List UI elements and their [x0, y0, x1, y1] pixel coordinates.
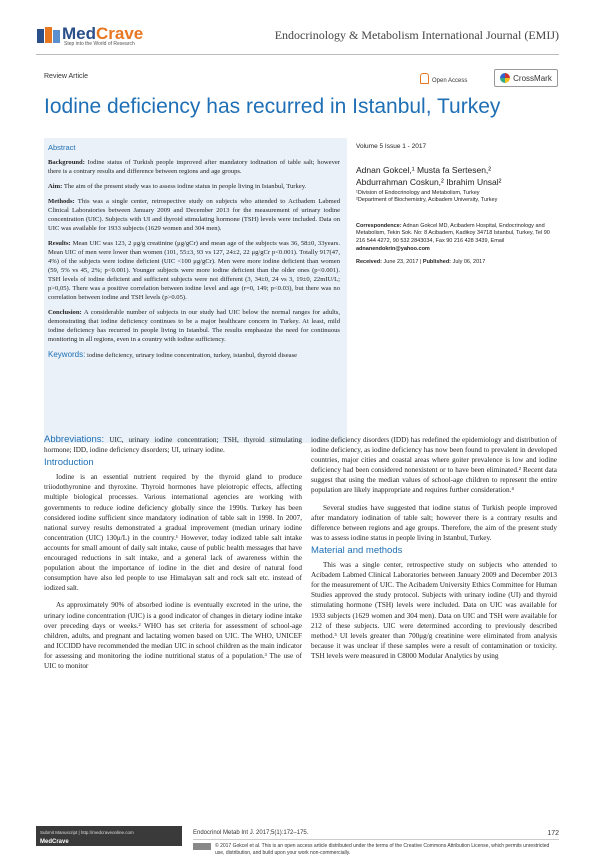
abstract-methods: Methods: This was a single center, retrospective study on subjects who attended to Acibadem Labmed Clinical Laboratories between January 2009 and December 2013 for the measurement of urinary iodine concentration (UIC). Subjects with UI and thyroid stimulating hormone (TSH) levels were included. Data on UIC was available for 1933 subjects (1629 women and 304 men). [48, 198, 341, 232]
article-info-sidebar [356, 143, 556, 267]
journal-name: Endocrinology & Metabolism International Journal (EMIJ) [274, 28, 559, 42]
abstract-content [48, 143, 340, 366]
header-divider [36, 54, 559, 55]
abstract-background: Background: Iodine status of Turkish people improved after mandatory iodination of table salt; however there is a contrary results and difference between regions and age groups. [48, 159, 340, 175]
affiliation-2: ²Department of Biochemistry, Acibadem University, Turkey [356, 197, 498, 204]
article-type: Review Article [44, 73, 88, 80]
creative-commons-icon[interactable] [193, 843, 211, 850]
correspondence: Correspondence: Adnan Gokcel MD, Acibadem Hospital, Endocrinology and Metabolism, Tekin Sok. No: 8 Acibadem, Kadikoy 34718 Istanbul, Turkey, Tel 90 216 544 4272, 90 532 2843034, Fax 90 216 428 3439, Email adnanendokrin@yahoo.com [356, 222, 550, 252]
volume-issue: Volume 5 Issue 1 - 2017 [356, 143, 427, 150]
citation: Endocrinol Metab Int J. 2017;5(1):172–175. [193, 830, 309, 836]
body-left-column [44, 435, 302, 671]
body-right-column [311, 435, 557, 661]
abbreviations: Abbreviations: UIC, urinary iodine concentration; TSH, thyroid stimulating hormone; IDD, iodine deficiency disorders; UI, urinary iodine. [44, 434, 302, 455]
correspondence-email[interactable]: adnanendokrin@yahoo.com [356, 245, 430, 252]
open-access-badge[interactable]: Open Access [420, 73, 467, 84]
authors-line-2: Abdurrahman Coskun,² Ibrahim Unsal² [356, 177, 502, 188]
right-paragraph-2: Several studies have suggested that iodine status of Turkish people improved after mandatory iodination of table salt; however there is a contrary results and difference between regions and age groups. Therefore, the aim of the present study was to assess iodine status in people living in Istanbul, Turkey. [311, 503, 557, 542]
page-number: 172 [547, 830, 559, 837]
right-paragraph-1: iodine deficiency disorders (IDD) has redefined the epidemiology and distribution of iodine deficiency, as iodine deficiency has now been found to prevalent in developed countries, major cities and coastal areas where goiter prevalence is low and iodine deficiency had been considered nonexistent or to have been eliminated.² Recent data suggest that using the median values of school-age children to represent the entire population are likely inappropriate and requires further consideration.⁴ [311, 436, 557, 495]
authors-line-1: Adnan Gokcel,¹ Musta fa Sertesen,² [356, 164, 492, 175]
abstract-keywords: Keywords: iodine deficiency, urinary iodine concentration, turkey, istanbul, thyroid disease [48, 350, 298, 359]
footer-logo: MedCrave [40, 839, 69, 845]
abstract-results: Results: Mean UIC was 123, 2 μg/g creatinine (μg/gCr) and mean age of the subjects was 36, 58±0, 33years. Mean UIC of men were lower than women (101, 55±3, 93 vs 127, 24±2, 22 μg/gCr p<0.001). Totally 917(47, 4%) of the subjects were iodine deficient (UIC <100 μg/gCr). Men were more iodine deficient than women (59, 5% vs 45, 2%; p<0.001). Younger subjects were more iodine deficient than the older ones (p<0.001). TSH levels of iodine deficient and sufficient subjects were not different (3, 34±0, 24 vs 3, 19±0, 22mIU/L; p>0,05). There was a positive correlation between iodine level and age (r=0, 149; p<0.03), but there was no correlation between iodine and TSH levels (p>0.05). [48, 240, 340, 301]
affiliation-1: ¹Division of Endocrinology and Metabolism, Turkey [356, 189, 480, 196]
crossmark-button[interactable]: CrossMark [494, 69, 558, 87]
open-lock-icon [420, 73, 429, 84]
intro-paragraph-2: As approximately 90% of absorbed iodine is eventually excreted in the urine, the urinary iodine concentration (UIC) is a good indicator of changes in dietary iodine intake over preceding days or weeks.² WHO has set criteria for assessment of school-age children, adults, and pregnant and lactating women based on UIC. The WHO, UNICEF and ICCIDD have recommended the median UIC in school children as the main indicator for assessing and monitoring the iodine nutritional status of a population.³ The use of UIC to monitor [44, 601, 302, 670]
abstract-heading: Abstract [48, 143, 76, 152]
brand-logo[interactable]: MedCrave [62, 24, 144, 43]
footer-divider [193, 839, 559, 840]
article-title: Iodine deficiency has recurred in Istanbul, Turkey [44, 95, 501, 118]
crossmark-icon [500, 73, 510, 83]
methods-paragraph: This was a single center, retrospective study on subjects who attended to Acibadem Labmed Clinical Laboratories between January 2009 and December 2013 for the measurement of UIC. The Acibadem University Ethics Committee for Human Studies approved the study protocol. Subjects with urinary iodine (UI) and thyroid stimulating hormone (TSH) levels were included. Data on UIC was available for 1933 subjects (1629 women and 304 men). Data on UIC and TSH were available for 212 of these subjects. UIC were determined according to previously described method.⁵ UI levels greater than 700μg/g creatinine were eliminated from analysis because it was unclear if these samples were a result of contamination or toxicity. TSH levels were measured in C8000 Modular Analytics by using [311, 561, 557, 660]
intro-paragraph-1: Iodine is an essential nutrient required by the thyroid gland to produce triiodothyronine and thyroxine. Thyroid hormones have pleiotropic effects, affecting multiple biological processes. Various international agencies are working with governments to reduce iodine deficiency globally since the 1990s. Turkey has been considered iodine sufficient since mandatory iodination of table salt in 1998. In 2007, national survey results demonstrated a gradual improvement (median urinary iodine concentration (UIC) 130μ/L) in the country.¹ However, today iodized table salt intake accounts for small amount of daily salt intake, cause of public health messages that have encouraged reductions in salt intake, and a general lack of awareness within the population about the importance of iodine in the diet and desire of natural food consumption have also led people to use Himalayan salt and rock salt etc. instead of iodized salt. [44, 473, 302, 593]
abstract-aim: Aim: The aim of the present study was to assess iodine status in people living in Istanbul, Turkey. [48, 183, 307, 190]
methods-heading: Material and methods [311, 544, 403, 556]
dates: Received: June 23, 2017 | Published: July 06, 2017 [356, 259, 486, 266]
medcrave-logo-icon [36, 26, 62, 46]
abstract-conclusion: Conclusion: A considerable number of subjects in our study had UIC below the normal ranges for adults, demonstrating that iodine deficiency continues to be a major healthcare concern in Turkey. At least, mild iodine deficiency has recurred in people living in Istanbul. The results emphasize the need for continuous monitoring in all regions, even in a country with iodine sufficiency. [48, 309, 340, 343]
license-text: © 2017 Gokcel et al. This is an open access article distributed under the terms of the Creative Commons Attribution License, which permits unrestricted use, distribution, and build upon your work non-commercially. [215, 843, 550, 856]
introduction-heading: Introduction [44, 457, 94, 469]
brand-tagline: Step into the World of Research [64, 41, 135, 47]
submit-manuscript-link[interactable]: Submit Manuscript | http://medcraveonline.com [40, 830, 134, 835]
